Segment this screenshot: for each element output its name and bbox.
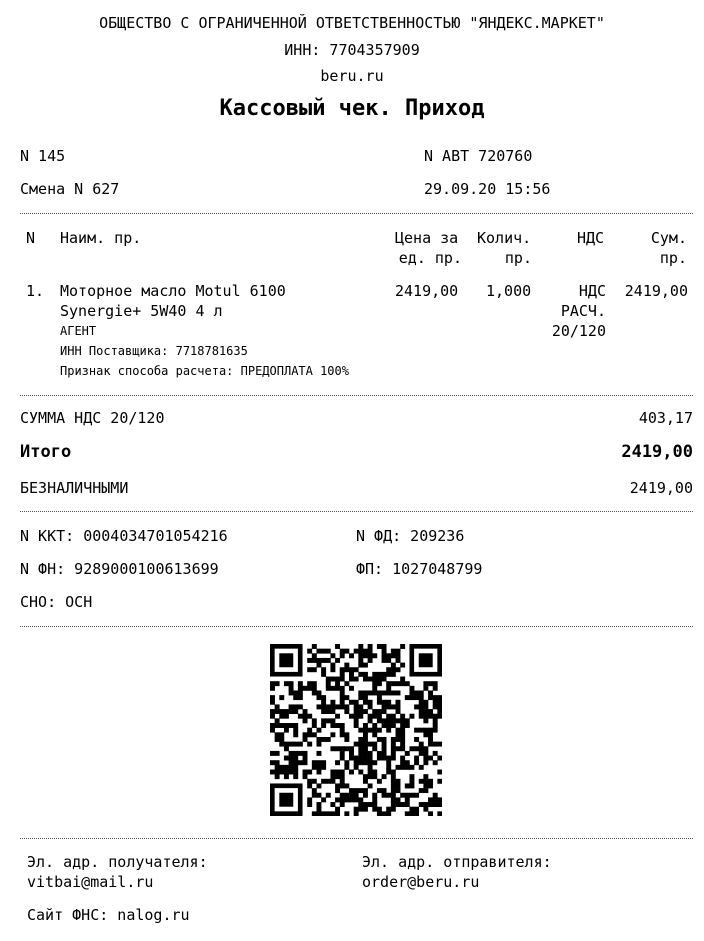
sender-email: order@beru.ru [362,873,480,891]
item-name-line1: Моторное масло Motul 6100 [60,282,286,300]
item-agent: АГЕНТ [60,324,97,338]
divider [20,395,693,396]
receipt-title: Кассовый чек. Приход [219,96,485,121]
header-qty-line1: Колич. [477,229,532,247]
divider [20,626,693,627]
company-name: ОБЩЕСТВО С ОГРАНИЧЕННОЙ ОТВЕТСТВЕННОСТЬЮ "ЯНДЕКС.МАРКЕТ" [99,14,605,32]
vat-sum-value: 403,17 [638,409,693,427]
sender-label: Эл. адр. отправителя: [362,853,552,871]
cashless-value: 2419,00 [629,479,693,497]
header-n: N [26,229,36,247]
recipient-email: vitbai@mail.ru [27,873,154,891]
header-vat: НДС [577,229,605,247]
receipt-datetime: 29.09.20 15:56 [424,180,551,198]
item-number: 1. [26,282,45,300]
shift-number: Смена N 627 [20,180,120,198]
total-label: Итого [20,442,72,462]
fp-number: ФП: 1027048799 [356,560,483,578]
fd-number: N ФД: 209236 [356,527,465,545]
total-value: 2419,00 [621,442,693,462]
kkt-number: N ККТ: 0004034701054216 [20,527,228,545]
header-sum-line2: пр. [659,249,687,267]
item-supplier-inn: ИНН Поставщика: 7718781635 [60,344,248,358]
item-name-line2: Synergie+ 5W40 4 л [60,302,223,320]
item-price: 2419,00 [395,282,459,300]
device-number: N АВТ 720760 [424,147,533,165]
receipt-number: N 145 [20,147,66,165]
fn-number: N ФН: 9289000100613699 [20,560,219,578]
company-site: beru.ru [320,67,384,85]
divider [20,213,693,214]
item-sum: 2419,00 [624,282,688,300]
sno-value: СНО: ОСН [20,593,93,611]
item-qty: 1,000 [486,282,532,300]
item-payment-method: Признак способа расчета: ПРЕДОПЛАТА 100% [60,364,349,378]
header-price-line2: ед. пр. [398,249,462,267]
header-price-line1: Цена за [395,229,459,247]
item-vat-line2: РАСЧ. [560,302,606,320]
fns-site: Сайт ФНС: nalog.ru [27,906,190,924]
item-vat-line1: НДС [578,282,606,300]
divider [20,838,693,839]
vat-sum-label: СУММА НДС 20/120 [20,409,165,427]
cashless-label: БЕЗНАЛИЧНЫМИ [20,479,129,497]
divider [20,511,693,512]
recipient-label: Эл. адр. получателя: [27,853,208,871]
header-qty-line2: пр. [504,249,532,267]
company-inn: ИНН: 7704357909 [284,41,420,59]
qr-code [270,644,442,816]
header-name: Наим. пр. [60,229,142,247]
item-vat-line3: 20/120 [551,322,606,340]
header-sum-line1: Сум. [650,229,687,247]
